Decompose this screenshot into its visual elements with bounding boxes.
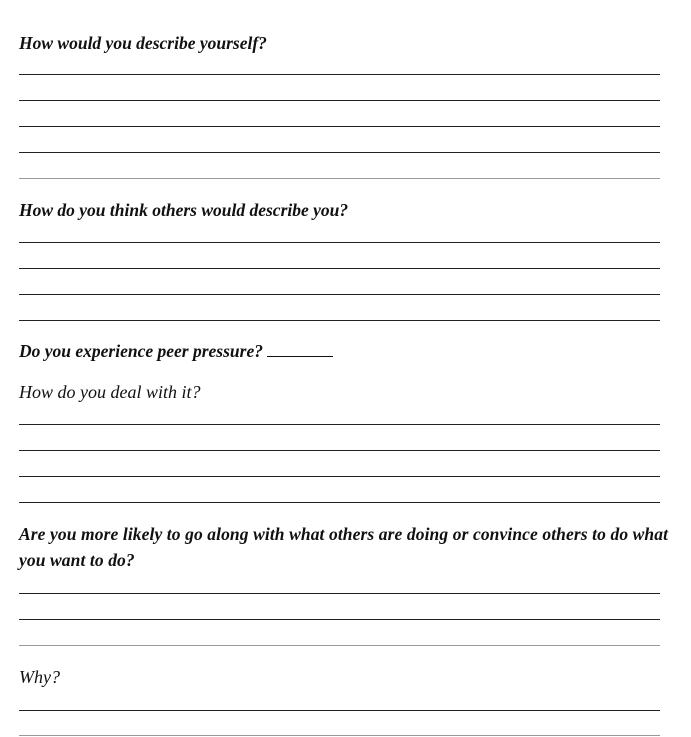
answer-line[interactable]: [19, 593, 660, 594]
answer-line[interactable]: [19, 178, 660, 179]
question-others-describe-you: How do you think others would describe you?: [19, 200, 349, 220]
answer-line[interactable]: [19, 710, 660, 711]
answer-line[interactable]: [19, 242, 660, 243]
question-peer-pressure: Do you experience peer pressure?: [19, 341, 263, 361]
answer-line[interactable]: [19, 74, 660, 75]
question-deal-with-it: How do you deal with it?: [19, 382, 201, 402]
answer-line[interactable]: [19, 450, 660, 451]
question-describe-yourself: How would you describe yourself?: [19, 33, 267, 53]
answer-line[interactable]: [19, 424, 660, 425]
answer-line[interactable]: [19, 645, 660, 646]
answer-line[interactable]: [19, 100, 660, 101]
question-go-along-or-convince: Are you more likely to go along with what others are doing or convince others to do what you want to do?: [19, 524, 669, 570]
answer-line[interactable]: [19, 735, 660, 736]
answer-line[interactable]: [19, 619, 660, 620]
answer-line[interactable]: [19, 126, 660, 127]
answer-line[interactable]: [19, 152, 660, 153]
peer-pressure-answer-blank[interactable]: [267, 341, 333, 357]
answer-line[interactable]: [19, 268, 660, 269]
question-why: Why?: [19, 667, 60, 687]
answer-line[interactable]: [19, 476, 660, 477]
answer-line[interactable]: [19, 502, 660, 503]
answer-line[interactable]: [19, 320, 660, 321]
question-peer-pressure-row: [19, 338, 333, 364]
answer-line[interactable]: [19, 294, 660, 295]
